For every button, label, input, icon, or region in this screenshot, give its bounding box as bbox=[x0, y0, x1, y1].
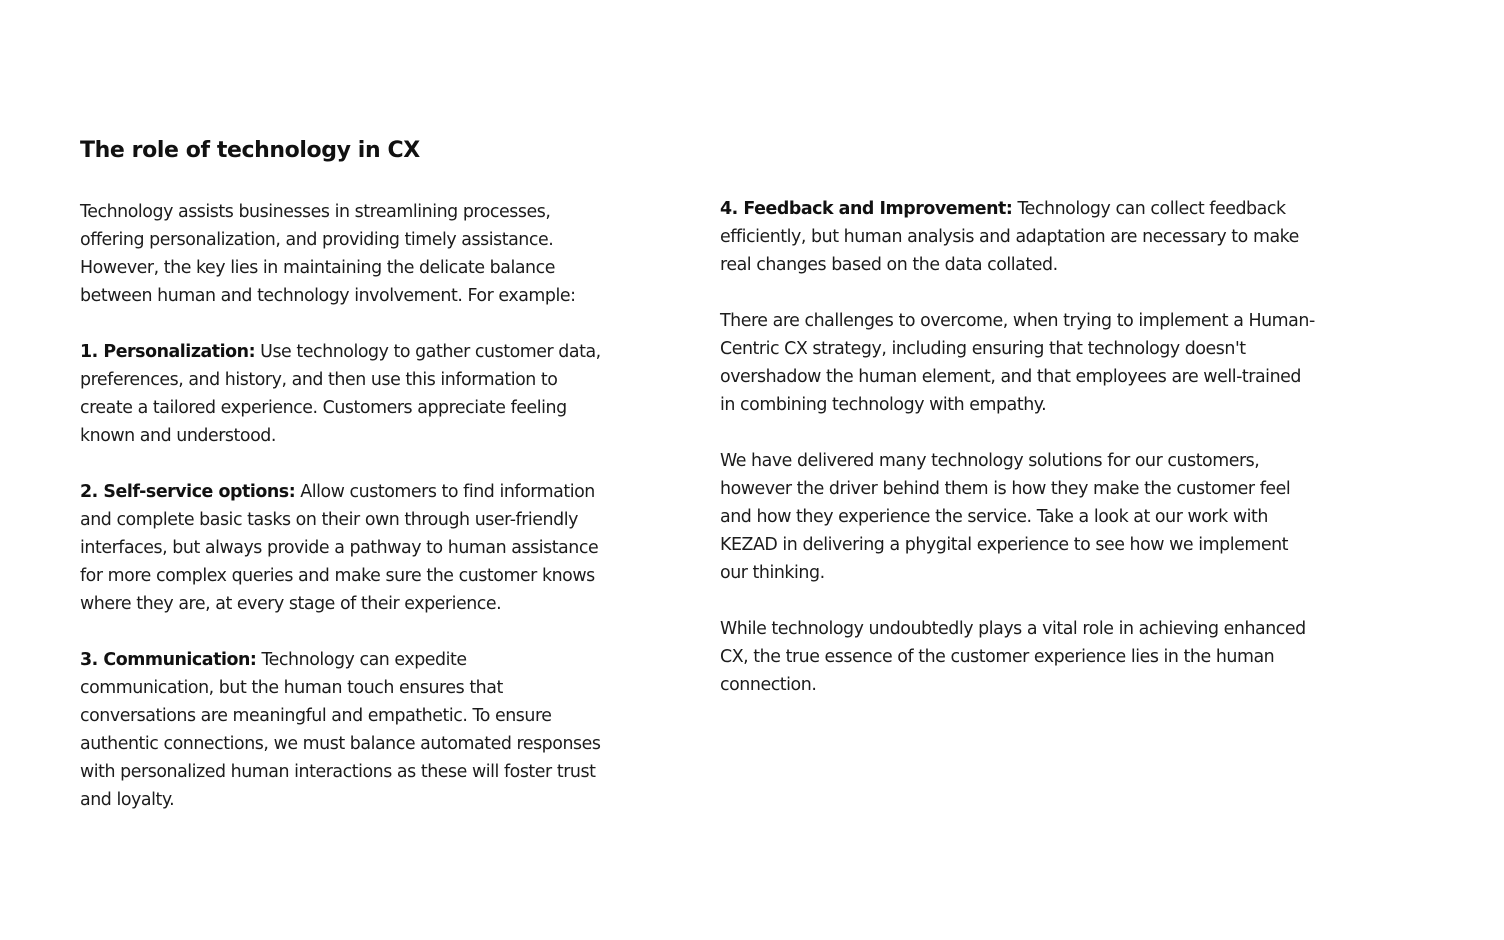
left-column bbox=[80, 198, 605, 814]
communication-heading: 3. Communication: bbox=[80, 650, 257, 670]
personalization-text: Use technology to gather customer data, preferences, and history, and then use this information to create a tailored experience. Customers appreciate feeling known and understood. bbox=[80, 342, 601, 446]
feedback-heading: 4. Feedback and Improvement: bbox=[720, 199, 1013, 219]
personalization-heading: 1. Personalization: bbox=[80, 342, 256, 362]
self-service-heading: 2. Self-service options: bbox=[80, 482, 296, 502]
self-service-paragraph bbox=[80, 478, 605, 618]
feedback-text: Technology can collect feedback efficiently, but human analysis and adaptation are necessary to make real changes based on the data collated. bbox=[720, 199, 1299, 275]
right-column bbox=[720, 195, 1320, 699]
feedback-paragraph bbox=[720, 195, 1320, 279]
intro-paragraph: Technology assists businesses in streamlining processes, offering personalization, and providing timely assistance. However, the key lies in maintaining the delicate balance between human and technology involvement. For example: bbox=[80, 202, 576, 306]
kezad-paragraph: We have delivered many technology solutions for our customers, however the driver behind them is how they make the customer feel and how they experience the service. Take a look at our work with KEZAD in delivering a phygital experience to see how we implement our thinking. bbox=[720, 451, 1291, 583]
communication-paragraph bbox=[80, 646, 605, 814]
self-service-text: Allow customers to find information and complete basic tasks on their own through user-friendly interfaces, but always provide a pathway to human assistance for more complex queries and make sure the customer knows where they are, at every stage of their experience. bbox=[80, 482, 599, 614]
personalization-paragraph bbox=[80, 338, 605, 450]
page-title: The role of technology in CX bbox=[80, 138, 420, 163]
communication-text: Technology can expedite communication, but the human touch ensures that conversations are meaningful and empathetic. To ensure authentic connections, we must balance automated responses with personalized human interactions as these will foster trust and loyalty. bbox=[80, 650, 601, 810]
challenges-paragraph: There are challenges to overcome, when trying to implement a Human-Centric CX strategy, including ensuring that technology doesn't overshadow the human element, and that employees are well-trained in combining technology with empathy. bbox=[720, 311, 1315, 415]
conclusion-paragraph: While technology undoubtedly plays a vital role in achieving enhanced CX, the true essence of the customer experience lies in the human connection. bbox=[720, 619, 1306, 695]
